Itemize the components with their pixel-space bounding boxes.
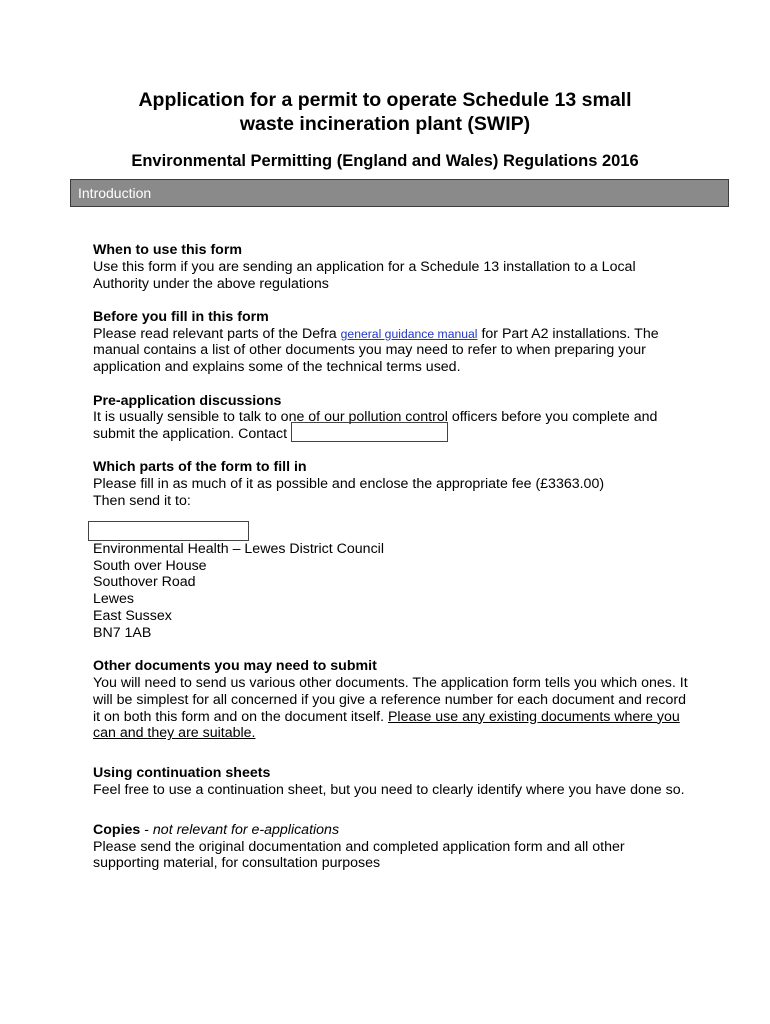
heading-which-parts: Which parts of the form to fill in <box>93 459 307 476</box>
document-title <box>0 88 770 136</box>
address-line-5: East Sussex <box>93 608 172 625</box>
heading-continuation-sheets: Using continuation sheets <box>93 765 271 782</box>
text-copies: Please send the original documentation and completed application form and all other supporting material, for consultation purposes <box>93 838 625 872</box>
address-line-4: Lewes <box>93 591 135 608</box>
section-when-to-use <box>93 242 693 292</box>
section-pre-application <box>93 393 693 443</box>
text-other-documents-body: You will need to send us various other documents. The application form tells you which ones. It will be simplest for all concerned if you give a reference number for each document and record it on both this form and on the document itself. <box>93 674 688 725</box>
heading-other-documents: Other documents you may need to submit <box>93 658 377 675</box>
address-line-3: Southover Road <box>93 574 196 591</box>
section-continuation-sheets <box>93 765 693 799</box>
heading-before-you-fill: Before you fill in this form <box>93 308 269 325</box>
text-other-documents <box>93 675 693 742</box>
text-other-documents-underlined: Please use any existing documents where you can and they are suitable. <box>93 708 680 742</box>
text-continuation-sheets: Feel free to use a continuation sheet, but you need to clearly identify where you have done so. <box>93 781 685 798</box>
guidance-manual-link[interactable]: general guidance manual <box>340 326 478 341</box>
copies-dash: - <box>140 821 153 838</box>
section-before-you-fill <box>93 309 693 376</box>
section-other-documents <box>93 658 693 742</box>
heading-copies-line <box>93 822 693 839</box>
copies-note: not relevant for e-applications <box>152 821 340 838</box>
heading-when-to-use: When to use this form <box>93 242 242 258</box>
introduction-body <box>93 242 693 872</box>
text-before-pre: Please read relevant parts of the Defra <box>93 325 341 342</box>
heading-copies: Copies <box>93 821 141 838</box>
address-line-2: South over House <box>93 557 207 574</box>
text-before-you-fill <box>93 326 693 376</box>
heading-pre-application: Pre-application discussions <box>93 392 282 409</box>
text-pre-application <box>93 409 693 443</box>
section-banner-introduction: Introduction <box>70 179 729 207</box>
title-line-2: waste incineration plant (SWIP) <box>239 113 531 135</box>
section-which-parts <box>93 459 693 540</box>
address-line-6: BN7 1AB <box>93 624 152 641</box>
address-line-1: Environmental Health – Lewes District Council <box>93 540 384 557</box>
text-pre-application-body: It is usually sensible to talk to one of our pollution control officers before you complete and submit the application. Contact <box>93 409 658 443</box>
text-when-to-use: Use this form if you are sending an application for a Schedule 13 installation to a Local Authority under the above regulations <box>93 258 636 292</box>
text-before-post: for Part A2 installations. The manual contains a list of other documents you may need to refer to when preparing your application and explains some of the technical terms used. <box>93 325 659 376</box>
recipient-input-field[interactable] <box>88 521 249 541</box>
title-line-1: Application for a permit to operate Schedule 13 small <box>138 89 632 111</box>
text-which-parts-1: Please fill in as much of it as possible and enclose the appropriate fee (£3363.00) <box>93 476 605 493</box>
contact-input-field[interactable] <box>291 422 448 442</box>
text-which-parts-2: Then send it to: <box>93 493 191 510</box>
document-subtitle: Environmental Permitting (England and Wales) Regulations 2016 <box>131 152 639 170</box>
postal-address <box>93 541 693 642</box>
section-copies <box>93 822 693 872</box>
